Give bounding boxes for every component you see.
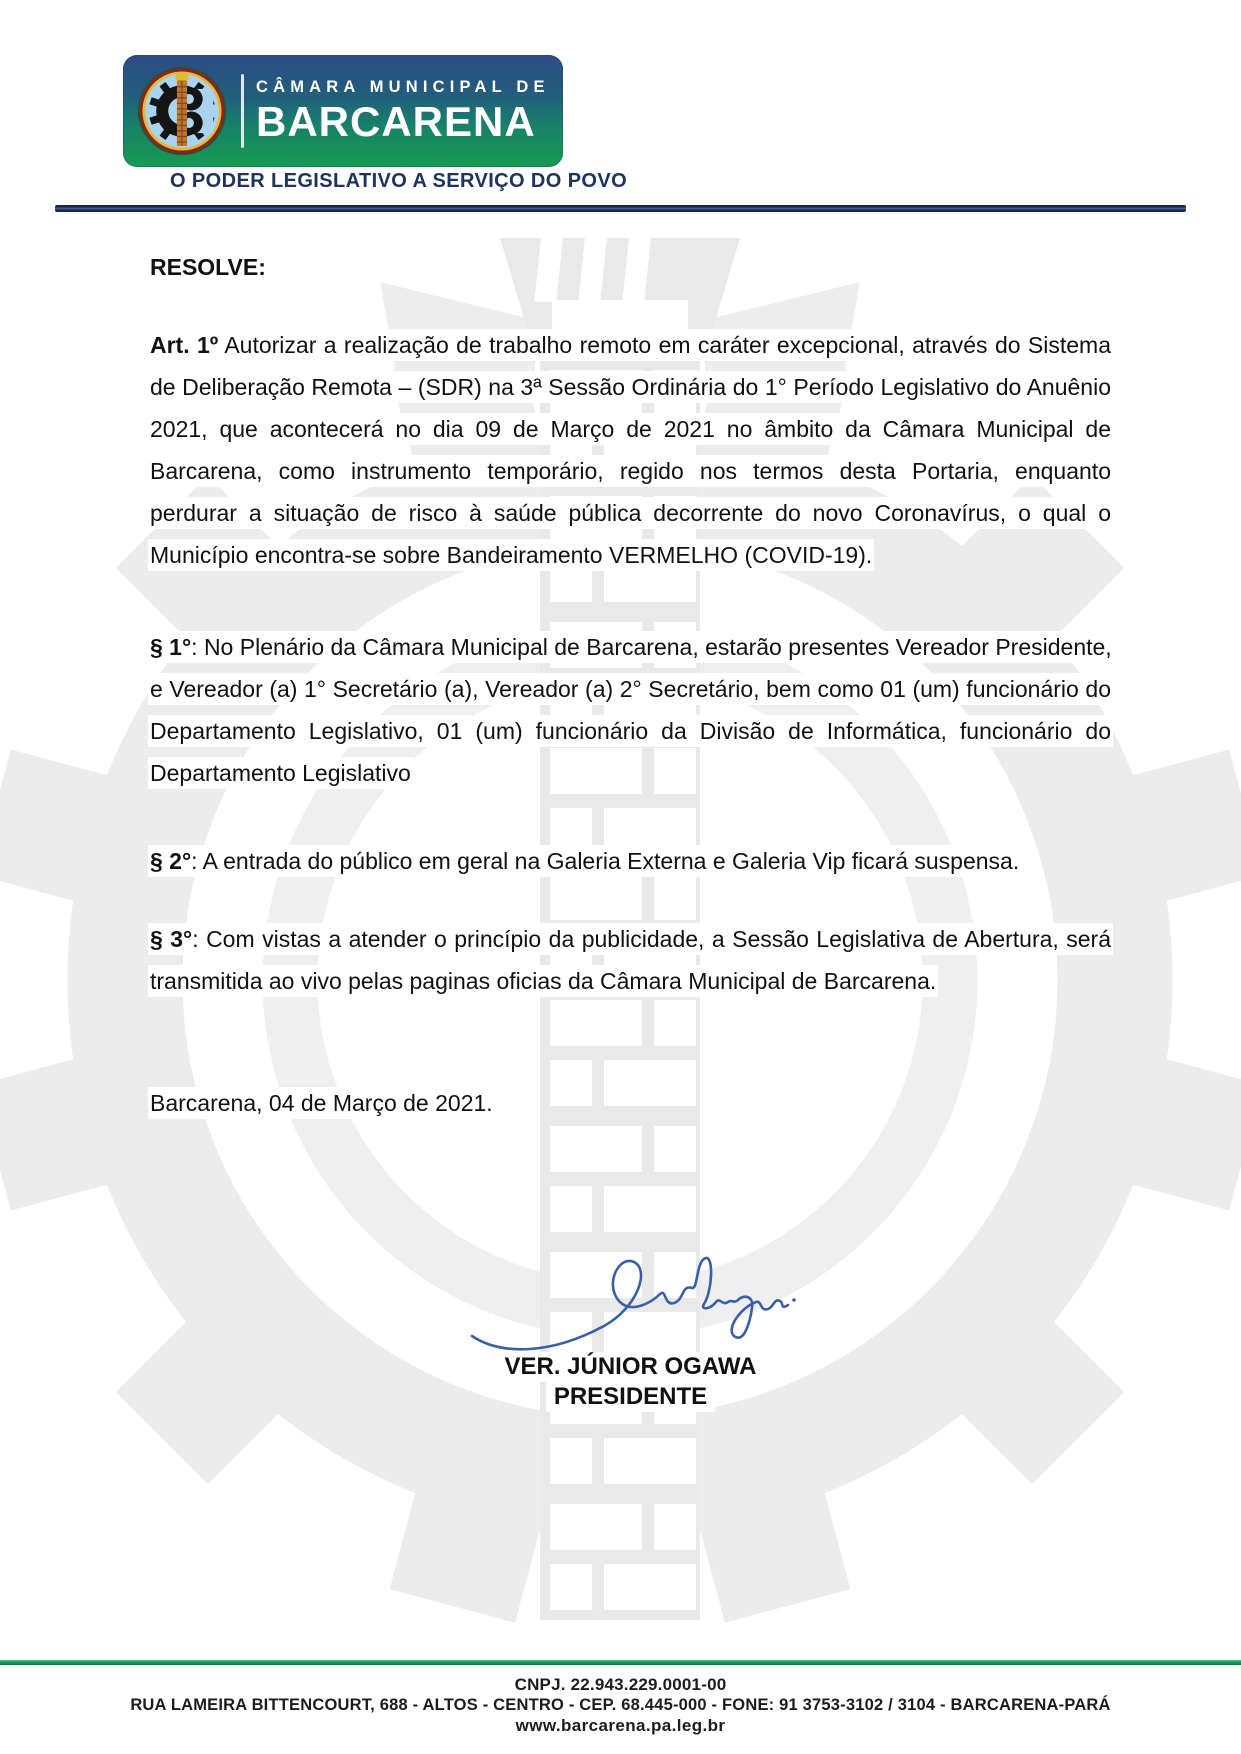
paragraph-1-text: : No Plenário da Câmara Municipal de Barcarena, estarão presentes Vereador Presidente, e Vereador (a) 1° Secretário (a), Vereador (a) 2° Secretário, bem como 01 (um) funcionário do Departamento Legislativo, 01 (um) funcionário da Divisão de Informática, funcionário do Departamento Legislativo [150, 634, 1112, 786]
paragraph-2-text: : A entrada do público em geral na Galeria Externa e Galeria Vip ficará suspensa. [191, 848, 1020, 874]
paragraph-2-label: § 2° [150, 848, 192, 874]
document-body [148, 212, 1113, 1412]
paragraph-1-label: § 1° [150, 634, 192, 660]
paragraph-2 [148, 840, 1113, 882]
signature-script-icon [466, 1252, 796, 1352]
logo-divider [241, 74, 244, 148]
article-1-text: Autorizar a realização de trabalho remoto em caráter excepcional, através do Sistema de Deliberação Remota – (SDR) na 3ª Sessão Ordinária do 1° Período Legislativo do Anuênio 2021, que acontecerá no dia 09 de Março de 2021 no âmbito da Câmara Municipal de Barcarena, como instrumento temporário, regido nos termos desta Portaria, enquanto perdurar a situação de risco à saúde pública decorrente do novo Coronavírus, o qual o Município encontra-se sobre Bandeiramento VERMELHO (COVID-19). [150, 332, 1111, 568]
article-1-paragraph [148, 324, 1113, 576]
paragraph-1 [148, 626, 1113, 794]
date-line: Barcarena, 04 de Março de 2021. [148, 1082, 1113, 1124]
footer [0, 1660, 1241, 1754]
org-name-line1: CÂMARA MUNICIPAL DE [256, 77, 550, 96]
signer-title: PRESIDENTE [546, 1382, 715, 1412]
logo [123, 55, 563, 167]
paragraph-3-text: : Com vistas a atender o princípio da publicidade, a Sessão Legislativa de Abertura, será transmitida ao vivo pelas paginas oficias da Câmara Municipal de Barcarena. [150, 926, 1111, 994]
header-rule [55, 205, 1186, 212]
signature-block [148, 1252, 1113, 1412]
article-1-label: Art. 1º [150, 332, 219, 358]
resolve-heading: RESOLVE: [148, 246, 1113, 288]
paragraph-3-label: § 3° [150, 926, 193, 952]
signer-name: VER. JÚNIOR OGAWA [496, 1352, 764, 1382]
coat-emblem-icon [136, 65, 228, 157]
footer-cnpj: CNPJ. 22.943.229.0001-00 [514, 1675, 727, 1694]
org-tagline: O PODER LEGISLATIVO A SERVIÇO DO POVO [170, 170, 628, 192]
paragraph-3 [148, 918, 1113, 1002]
org-name-line2: BARCARENA [256, 98, 536, 146]
footer-website: www.barcarena.pa.leg.br [515, 1716, 726, 1735]
footer-address: RUA LAMEIRA BITTENCOURT, 688 - ALTOS - CENTRO - CEP. 68.445-000 - FONE: 91 3753-3102 / 3104 - BARCARENA-PARÁ [130, 1696, 1111, 1714]
